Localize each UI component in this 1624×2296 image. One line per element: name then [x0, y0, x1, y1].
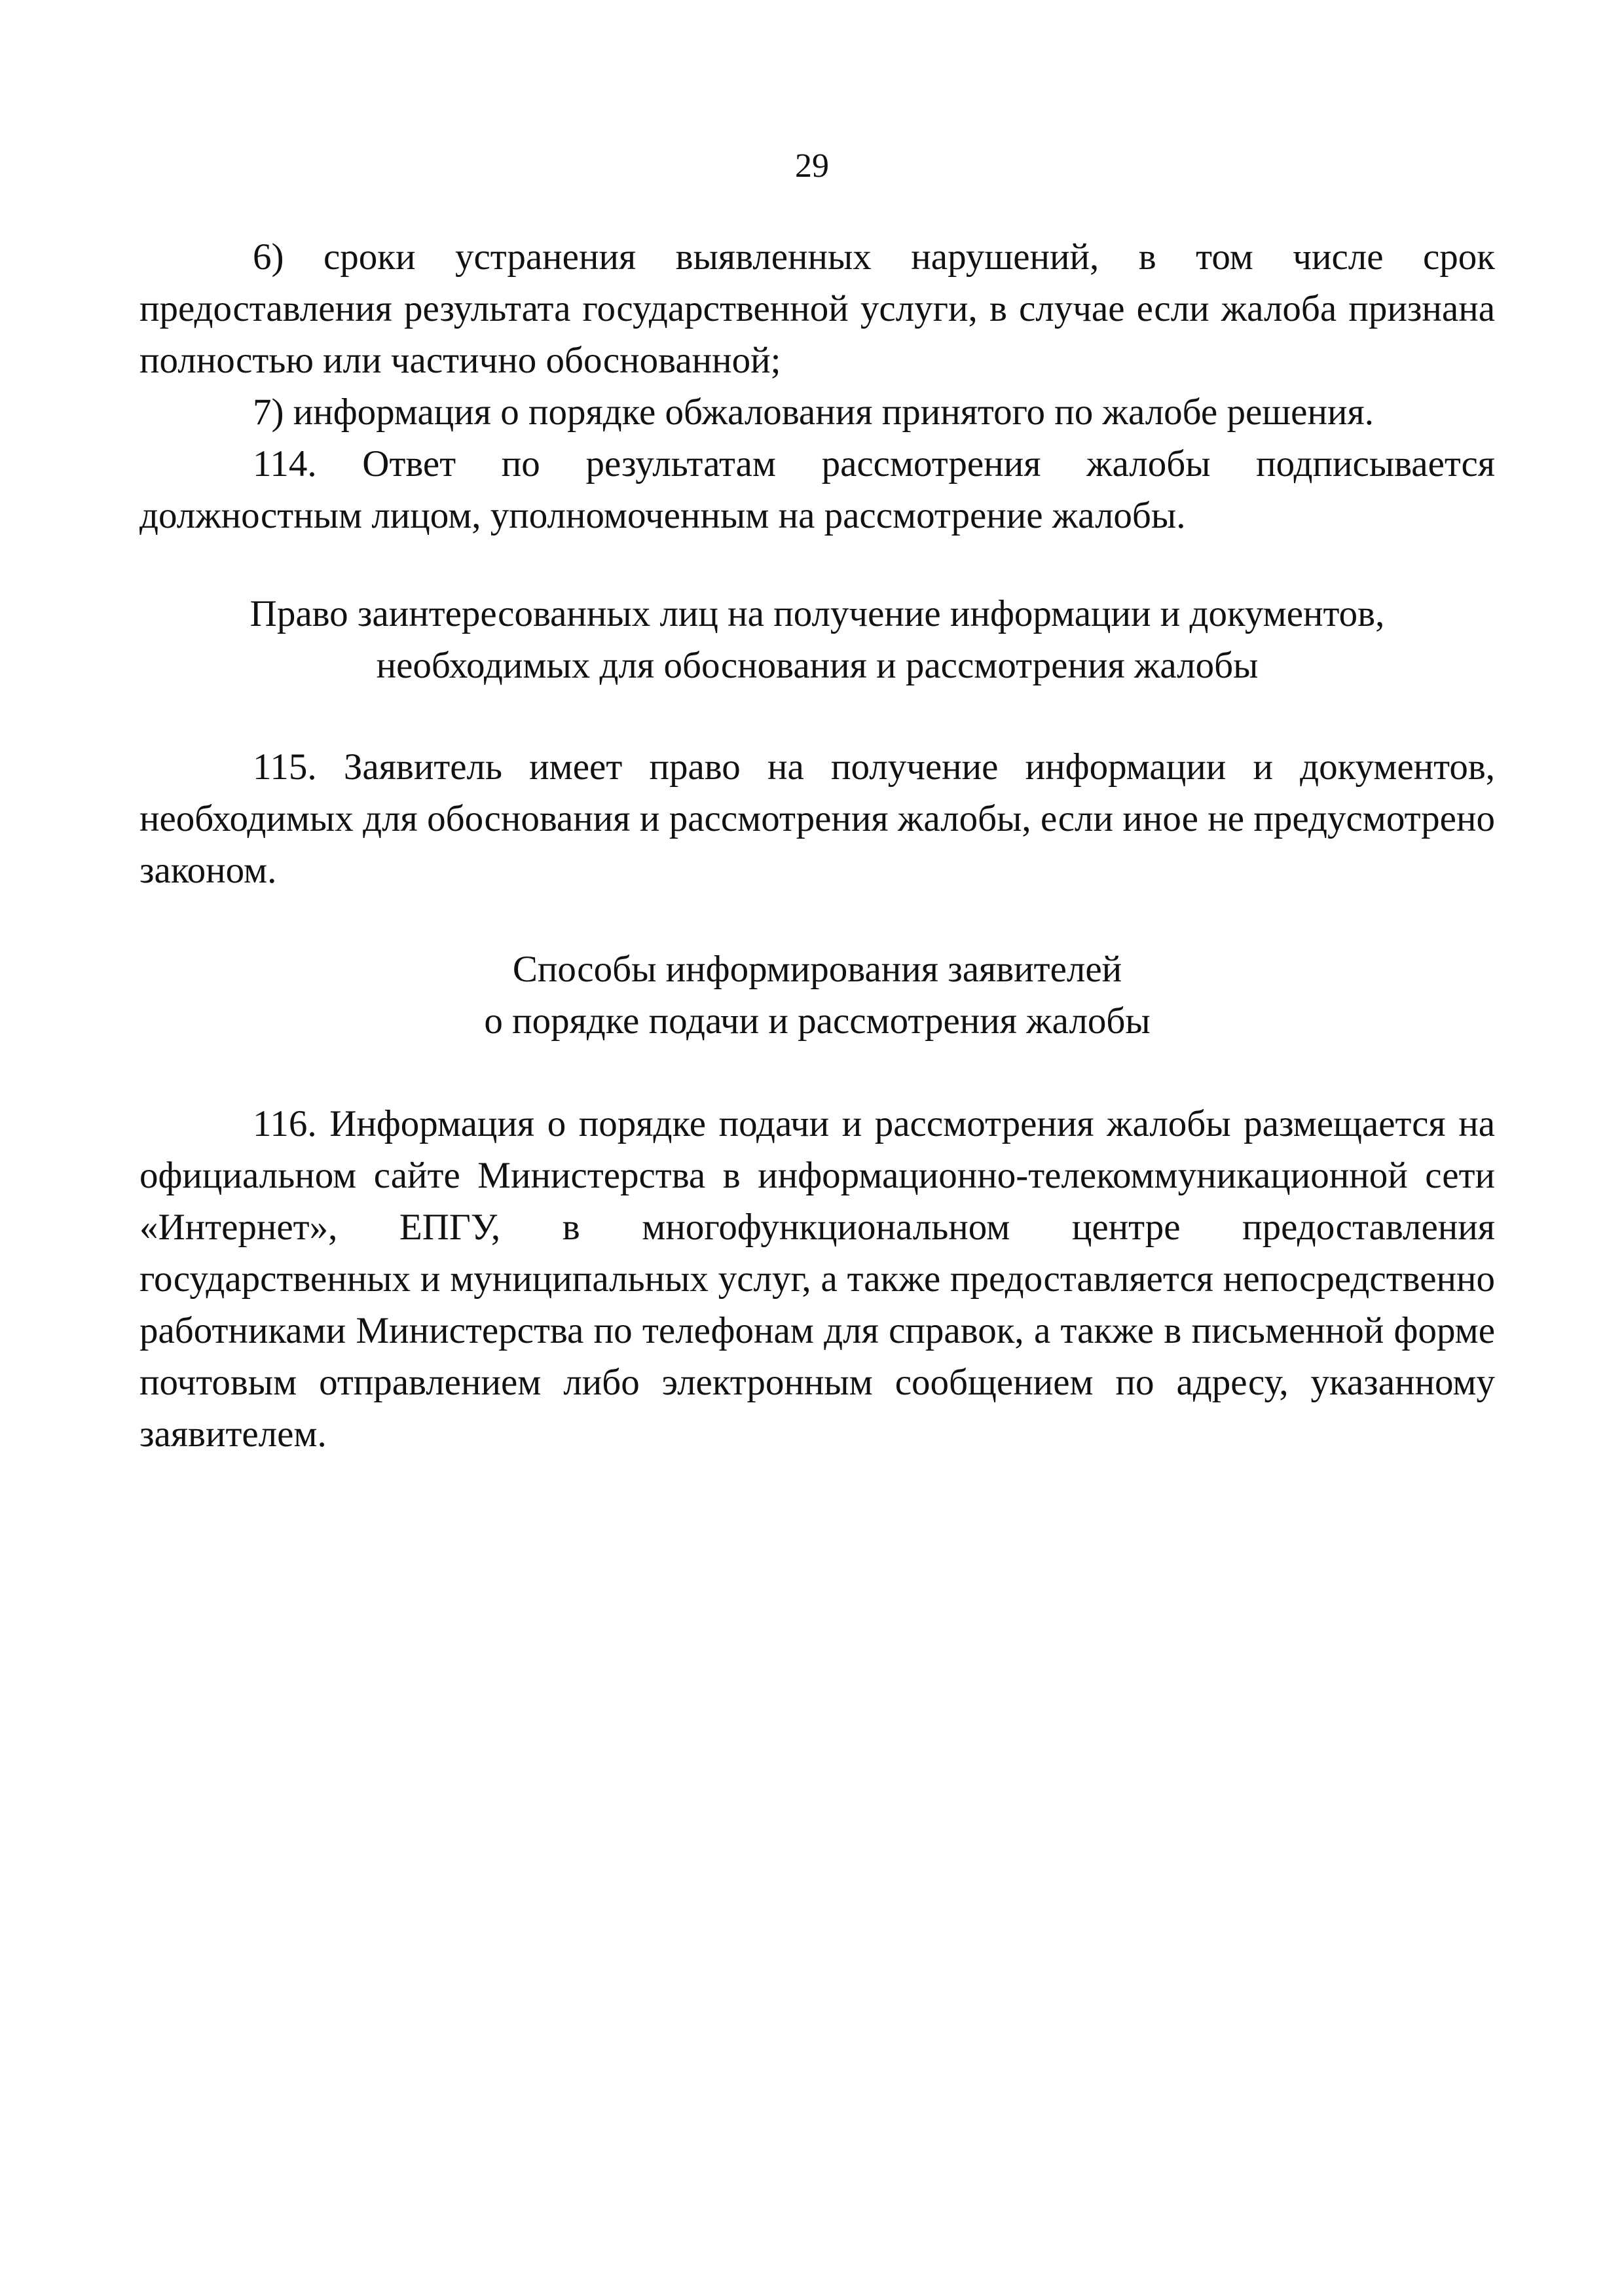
- section-2-heading-line-2: о порядке подачи и рассмотрения жалобы: [484, 1000, 1151, 1042]
- paragraph-115: 115. Заявитель имеет право на получение информации и документов, необходимых для обоснования и рассмотрения жалобы, если иное не предусмотрено законом.: [139, 746, 1495, 891]
- paragraph-item-7: 7) информация о порядке обжалования принятого по жалобе решения.: [253, 392, 1374, 433]
- top-paragraphs: [139, 231, 1495, 541]
- paragraph-item-6: 6) сроки устранения выявленных нарушений, в том числе срок предоставления результата государственной услуги, в случае если жалоба признана полностью или частично обоснованной;: [139, 236, 1495, 381]
- section-1-heading-line-2: необходимых для обоснования и рассмотрения жалобы: [376, 645, 1259, 686]
- page-number: 29: [795, 147, 829, 185]
- paragraph-114: 114. Ответ по результатам рассмотрения жалобы подписывается должностным лицом, уполномоченным на рассмотрение жалобы.: [139, 443, 1495, 536]
- section-1-heading: [139, 588, 1495, 691]
- section-2-body: [139, 1098, 1495, 1460]
- paragraph-116: 116. Информация о порядке подачи и рассмотрения жалобы размещается на официальном сайте Министерства в информационно-телекоммуникационной сети «Интернет», ЕПГУ, в многофункциональном центре предоставления государственных и муниципальных услуг, а также предоставляется непосредственно работниками Министерства по телефонам для справок, а также в письменной форме почтовым отправлением либо электронным сообщением по адресу, указанному заявителем.: [139, 1103, 1495, 1455]
- section-2-heading: [139, 943, 1495, 1047]
- section-1-body: [139, 741, 1495, 896]
- section-1-heading-line-1: Право заинтересованных лиц на получение информации и документов,: [249, 593, 1385, 634]
- section-2-heading-line-1: Способы информирования заявителей: [512, 949, 1122, 990]
